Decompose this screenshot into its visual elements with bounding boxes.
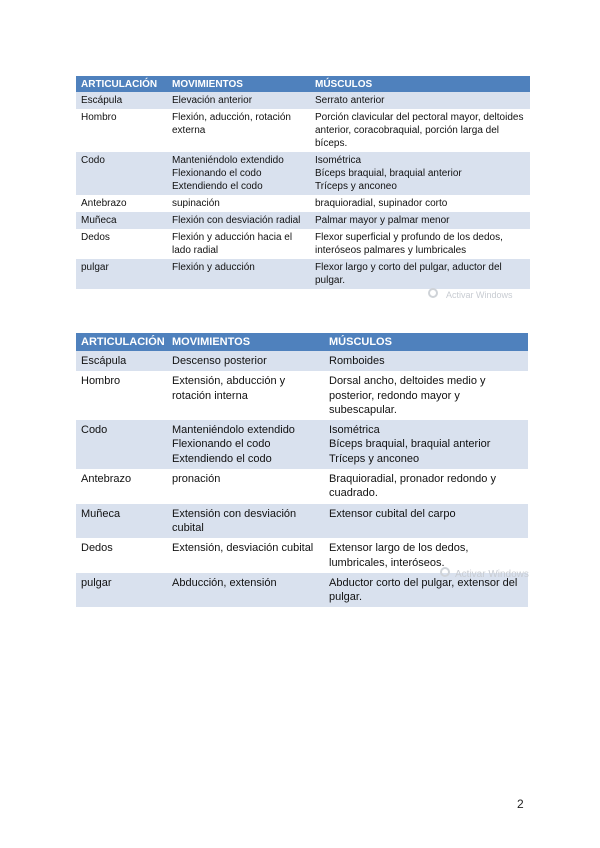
cell-movement: Manteniéndolo extendido Flexionando el codo Extendiendo el codo — [167, 152, 310, 195]
watermark-icon — [440, 567, 450, 577]
table-row — [76, 351, 528, 371]
table-header-row — [76, 76, 530, 92]
cell-movement: Flexión, aducción, rotación externa — [167, 109, 310, 152]
cell-joint: Muñeca — [76, 212, 167, 229]
table-row — [76, 212, 530, 229]
cell-joint: Escápula — [76, 351, 167, 371]
cell-muscles: Isométrica Bíceps braquial, braquial anterior Tríceps y anconeo — [324, 420, 528, 469]
cell-joint: Escápula — [76, 92, 167, 109]
cell-movement: pronación — [167, 469, 324, 504]
table-row — [76, 469, 528, 504]
cell-movement: Extensión, abducción y rotación interna — [167, 371, 324, 420]
watermark-text: Activar Windows — [446, 290, 513, 300]
table-row — [76, 195, 530, 212]
muscles-table-flexion — [76, 76, 530, 289]
cell-movement: Flexión con desviación radial — [167, 212, 310, 229]
watermark-icon — [428, 288, 438, 298]
cell-muscles: Porción clavicular del pectoral mayor, deltoides anterior, coracobraquial, porción larga del bíceps. — [310, 109, 530, 152]
cell-muscles: Palmar mayor y palmar menor — [310, 212, 530, 229]
cell-muscles: Abductor corto del pulgar, extensor del pulgar. — [324, 573, 528, 608]
cell-joint: Antebrazo — [76, 469, 167, 504]
cell-muscles: Romboides — [324, 351, 528, 371]
cell-joint: pulgar — [76, 573, 167, 608]
cell-joint: Dedos — [76, 538, 167, 573]
cell-movement: supinación — [167, 195, 310, 212]
cell-movement: Extensión, desviación cubital — [167, 538, 324, 573]
cell-movement: Abducción, extensión — [167, 573, 324, 608]
cell-movement: Extensión con desviación cubital — [167, 504, 324, 539]
table-header-row — [76, 333, 528, 351]
cell-movement: Elevación anterior — [167, 92, 310, 109]
muscles-table-extension — [76, 333, 528, 607]
cell-joint: pulgar — [76, 259, 167, 289]
cell-joint: Hombro — [76, 109, 167, 152]
cell-muscles: braquioradial, supinador corto — [310, 195, 530, 212]
table-row — [76, 420, 528, 469]
table-row — [76, 152, 530, 195]
cell-joint: Dedos — [76, 229, 167, 259]
cell-muscles: Flexor largo y corto del pulgar, aductor del pulgar. — [310, 259, 530, 289]
cell-muscles: Braquioradial, pronador redondo y cuadrado. — [324, 469, 528, 504]
cell-muscles: Dorsal ancho, deltoides medio y posterior, redondo mayor y subescapular. — [324, 371, 528, 420]
watermark-text: Activar Windows — [455, 569, 529, 580]
header-movimientos: MOVIMIENTOS — [167, 333, 324, 351]
header-musculos: MÚSCULOS — [310, 76, 530, 92]
cell-muscles: Extensor largo de los dedos, lumbricales, interóseos. — [324, 538, 528, 573]
page-number: 2 — [517, 797, 524, 811]
cell-muscles: Isométrica Bíceps braquial, braquial anterior Tríceps y anconeo — [310, 152, 530, 195]
cell-movement: Descenso posterior — [167, 351, 324, 371]
table-row — [76, 259, 530, 289]
header-movimientos: MOVIMIENTOS — [167, 76, 310, 92]
cell-joint: Muñeca — [76, 504, 167, 539]
table-row — [76, 504, 528, 539]
table-row — [76, 109, 530, 152]
header-articulacion: ARTICULACIÓN — [76, 76, 167, 92]
header-articulacion: ARTICULACIÓN — [76, 333, 167, 351]
table-row — [76, 371, 528, 420]
table-row — [76, 92, 530, 109]
header-musculos: MÚSCULOS — [324, 333, 528, 351]
cell-movement: Manteniéndolo extendido Flexionando el codo Extendiendo el codo — [167, 420, 324, 469]
table-row — [76, 538, 528, 573]
cell-muscles: Flexor superficial y profundo de los dedos, interóseos palmares y lumbricales — [310, 229, 530, 259]
cell-muscles: Serrato anterior — [310, 92, 530, 109]
cell-movement: Flexión y aducción — [167, 259, 310, 289]
cell-joint: Hombro — [76, 371, 167, 420]
cell-joint: Codo — [76, 420, 167, 469]
cell-joint: Codo — [76, 152, 167, 195]
cell-muscles: Extensor cubital del carpo — [324, 504, 528, 539]
cell-joint: Antebrazo — [76, 195, 167, 212]
cell-movement: Flexión y aducción hacia el lado radial — [167, 229, 310, 259]
table-row — [76, 229, 530, 259]
